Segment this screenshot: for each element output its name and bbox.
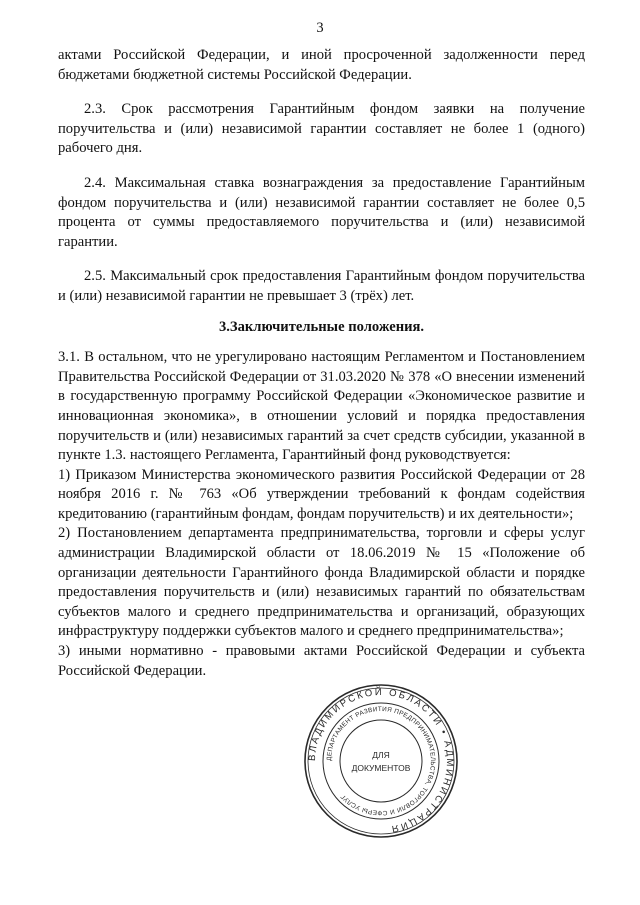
page-number: 3 [316, 20, 324, 36]
svg-text:ДЕПАРТАМЕНТ РАЗВИТИЯ ПРЕДПРИНИ [326, 706, 436, 816]
stamp-center-line-1: ДЛЯ [372, 750, 390, 760]
stamp-outer-text: ВЛАДИМИРСКОЙ ОБЛАСТИ • АДМИНИСТРАЦИЯ [306, 686, 456, 835]
list-item-2: 2) Постановлением департамента предпринимательства, торговли и сферы услуг администрации Владимирской области от 18.06.2019 № 15 «Положение об организации деятельности Гарантийного фонда Владимирской области и порядке предоставления поручительств и (или) независимых гарантий по обязательствам субъектов малого и среднего предпринимательства и организаций, образующих инфраструктуру поддержки субъектов малого и среднего предпринимательства»; [58, 525, 585, 640]
list-item-1: 1) Приказом Министерства экономического развития Российской Федерации от 28 ноября 2016 г. № 763 «Об утверждении требований к фондам содействия кредитованию (гарантийным фондам, фондам поручительств) и их деятельности»; [58, 466, 585, 522]
paragraph-3-1: 3.1. В остальном, что не урегулировано настоящим Регламентом и Постановлением Правительства Российской Федерации от 31.03.2020 № 378 «О внесении изменений в государственную программу Российской Федерации «Экономическое развитие и инновационная экономика», в отношении условий и порядка предоставления поручительств и (или) независимых гарантий за счет средств субсидии, указанной в пункте 1.3. настоящего Регламента, Гарантийный фонд руководствуется: [58, 349, 585, 464]
official-seal-stamp [302, 682, 460, 840]
stamp-center-line-2: ДОКУМЕНТОВ [351, 763, 411, 773]
paragraph-2-5: 2.5. Максимальный срок предоставления Гарантийным фондом поручительства и (или) независимой гарантии не превышает 3 (трёх) лет. [58, 268, 585, 304]
paragraph-2-4: 2.4. Максимальная ставка вознаграждения за предоставление Гарантийным фондом поручительства и (или) независимой гарантии составляет не более 0,5 процента от суммы предоставляемого поручительства и (или) независимой гарантии. [58, 174, 585, 250]
document-body [58, 46, 585, 681]
section-heading-3: 3.Заключительные положения. [218, 318, 425, 335]
list-item-3: 3) иными нормативно - правовыми актами Российской Федерации и субъекта Российской Федерации. [58, 643, 585, 679]
paragraph-2-3: 2.3. Срок рассмотрения Гарантийным фондом заявки на получение поручительства и (или) независимой гарантии составляет не более 1 (одного) рабочего дня. [58, 101, 585, 157]
paragraph-continuation: актами Российской Федерации, и иной просроченной задолженности перед бюджетами бюджетной системы Российской Федерации. [58, 47, 585, 83]
stamp-inner-text: ДЕПАРТАМЕНТ РАЗВИТИЯ ПРЕДПРИНИМАТЕЛЬСТВА, ТОРГОВЛИ И СФЕРЫ УСЛУГ [325, 705, 437, 817]
